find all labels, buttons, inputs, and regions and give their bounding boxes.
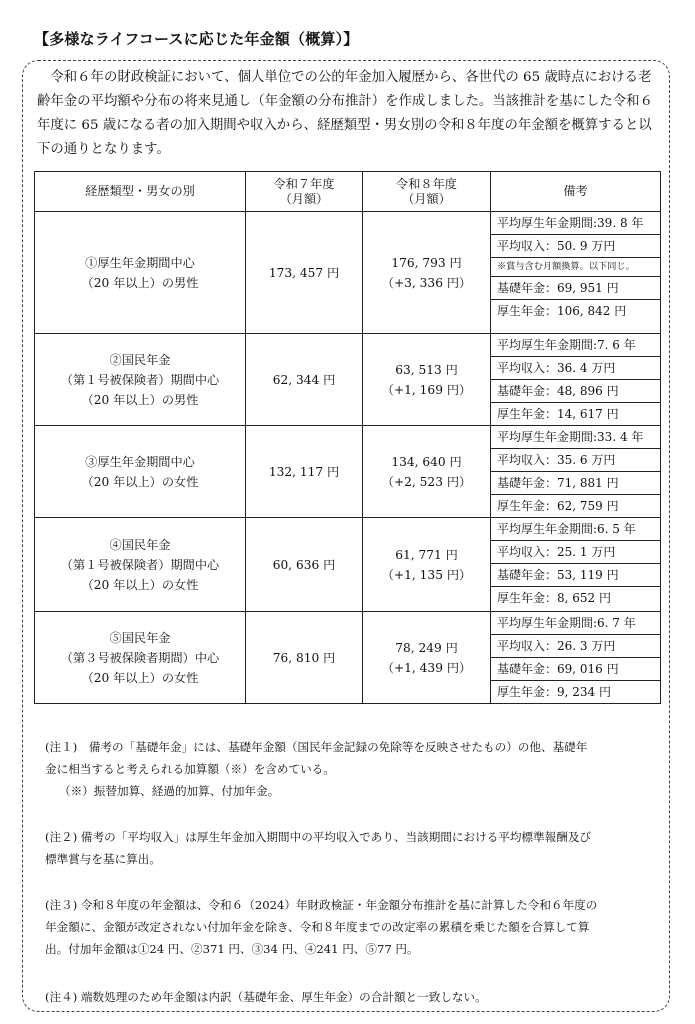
table-header-row: [35, 172, 661, 212]
note-line: ※賞与含む月額換算。以下同じ。: [491, 257, 660, 276]
cell-type-line: （第３号被保険者期間）中心: [60, 650, 220, 665]
table-row: [35, 212, 661, 334]
note-line: 平均収入：26. 3 万円: [491, 634, 660, 657]
cell-r8-diff: （+1, 135 円）: [381, 567, 472, 582]
cell-type-line: ⑤国民年金: [109, 630, 171, 645]
header-type: 経歴類型・男女の別: [35, 172, 246, 212]
table-row: [35, 426, 661, 518]
header-note: 備考: [491, 172, 661, 212]
cell-r8: [363, 426, 491, 518]
cell-r8-amount: 78, 249 円: [395, 640, 458, 655]
header-r7: [246, 172, 363, 212]
note-line: 平均厚生年金期間:6. 7 年: [497, 616, 636, 630]
note-line: 基礎年金：69, 016 円: [491, 657, 660, 680]
footnote-1-line1: (注１) 備考の「基礎年金」には、基礎年金額（国民年金記録の免除等を反映させたもの）の他、基礎年: [45, 740, 588, 754]
cell-r7: 62, 344 円: [246, 334, 363, 426]
cell-r8-amount: 176, 793 円: [391, 255, 462, 270]
cell-r7: 173, 457 円: [246, 212, 363, 334]
cell-r8: [363, 212, 491, 334]
note-line: 厚生年金：106, 842 円: [491, 299, 660, 322]
cell-type-line: （第１号被保険者）期間中心: [60, 372, 220, 387]
table-row: [35, 518, 661, 612]
note-line: 平均厚生年金期間:33. 4 年: [497, 430, 644, 444]
footnote-2-line2: 標準賞与を基に算出。: [45, 852, 161, 866]
cell-type: [35, 518, 246, 612]
cell-type-line: （20 年以上）の男性: [81, 275, 199, 290]
cell-type-line: （第１号被保険者）期間中心: [60, 557, 220, 572]
cell-r7: 132, 117 円: [246, 426, 363, 518]
table-body: [35, 212, 661, 704]
cell-note: [491, 518, 661, 612]
note-line: 平均厚生年金期間:39. 8 年: [497, 216, 644, 230]
cell-r8-amount: 63, 513 円: [395, 362, 458, 377]
cell-type-line: ②国民年金: [109, 352, 171, 367]
footnote-1: [45, 736, 587, 780]
cell-r7: 60, 636 円: [246, 518, 363, 612]
footnote-1-sub: [59, 780, 279, 802]
footnote-4: [45, 986, 487, 1008]
cell-note: [491, 612, 661, 704]
cell-r8-diff: （+2, 523 円）: [381, 474, 472, 489]
cell-type-line: （20 年以上）の女性: [81, 474, 199, 489]
cell-r8-diff: （+3, 336 円）: [381, 275, 472, 290]
cell-type: [35, 212, 246, 334]
cell-r8-amount: 61, 771 円: [395, 547, 458, 562]
pension-table: [34, 171, 661, 704]
cell-type: [35, 334, 246, 426]
cell-type: [35, 612, 246, 704]
cell-note: [491, 426, 661, 518]
header-r8-line1: 令和８年度: [396, 176, 457, 191]
note-line: 平均収入：50. 9 万円: [491, 234, 660, 257]
footnote-3: [45, 894, 597, 960]
cell-r8: [363, 612, 491, 704]
note-line: 基礎年金：71, 881 円: [491, 471, 660, 494]
page-title: 【多様なライフコースに応じた年金額（概算）】: [34, 30, 359, 48]
intro-paragraph: 令和６年の財政検証において、個人単位での公的年金加入履歴から、各世代の 65 歳時点における老齢年金の平均額や分布の将来見通し（年金額の分布推計）を作成しました。当該推計を基にした令和６年度に 65 歳になる者の加入期間や収入から、経歴類型・男女別の令和８年度の年金額を概算すると以下の通りとなります。: [37, 70, 653, 157]
note-line: 基礎年金：69, 951 円: [491, 276, 660, 299]
footnote-4-line1: (注４) 端数処理のため年金額は内訳（基礎年金、厚生年金）の合計額と一致しない。: [45, 990, 487, 1004]
cell-type-line: （20 年以上）の男性: [81, 392, 199, 407]
note-line: 厚生年金：9, 234 円: [491, 680, 660, 703]
footnote-3-line2: 年金額に、金額が改定されない付加年金を除き、令和８年度までの改定率の累積を乗じた額を合算して算: [45, 920, 590, 934]
cell-type-line: ④国民年金: [109, 537, 171, 552]
cell-type-line: （20 年以上）の女性: [81, 670, 199, 685]
note-line: 平均収入：25. 1 万円: [491, 540, 660, 563]
cell-r8-diff: （+1, 439 円）: [381, 660, 472, 675]
note-line: 厚生年金：62, 759 円: [491, 494, 660, 517]
cell-type-line: （20 年以上）の女性: [81, 577, 199, 592]
cell-type-line: ③厚生年金期間中心: [85, 454, 195, 469]
note-line: 平均収入：35. 6 万円: [491, 448, 660, 471]
note-line: 基礎年金：48, 896 円: [491, 379, 660, 402]
header-r7-line1: 令和７年度: [273, 176, 335, 191]
cell-r7: 76, 810 円: [246, 612, 363, 704]
header-r7-line2: （月額）: [279, 191, 329, 206]
footnote-3-line3: 出。付加年金額は①24 円、②371 円、③34 円、④241 円、⑤77 円。: [45, 942, 419, 956]
footnote-1-sub-line: （※）振替加算、経過的加算、付加年金。: [59, 784, 280, 798]
footnote-2: [45, 826, 591, 870]
table-row: [35, 334, 661, 426]
note-line: 平均収入：36. 4 万円: [491, 356, 660, 379]
note-line: 厚生年金：14, 617 円: [491, 402, 660, 425]
cell-note: [491, 212, 661, 334]
cell-r8-amount: 134, 640 円: [391, 454, 462, 469]
note-line: 平均厚生年金期間:6. 5 年: [497, 522, 636, 536]
note-line: 基礎年金：53, 119 円: [491, 563, 660, 586]
footnote-1-line2: 金に相当すると考えられる加算額（※）を含めている。: [45, 762, 335, 776]
cell-type-line: ①厚生年金期間中心: [85, 255, 195, 270]
footnote-2-line1: (注２) 備考の「平均収入」は厚生年金加入期間中の平均収入であり、当該期間における平均標準報酬及び: [45, 830, 592, 844]
note-line: 平均厚生年金期間:7. 6 年: [497, 338, 636, 352]
footnote-3-line1: (注３) 令和８年度の年金額は、令和６（2024）年財政検証・年金額分布推計を基に計算した令和６年度の: [45, 898, 598, 912]
cell-note: [491, 334, 661, 426]
cell-r8: [363, 334, 491, 426]
note-line: 厚生年金：8, 652 円: [491, 586, 660, 609]
cell-r8: [363, 518, 491, 612]
header-r8: [363, 172, 491, 212]
table-row: [35, 612, 661, 704]
cell-type: [35, 426, 246, 518]
cell-r8-diff: （+1, 169 円）: [381, 382, 472, 397]
header-r8-line2: （月額）: [402, 191, 451, 206]
